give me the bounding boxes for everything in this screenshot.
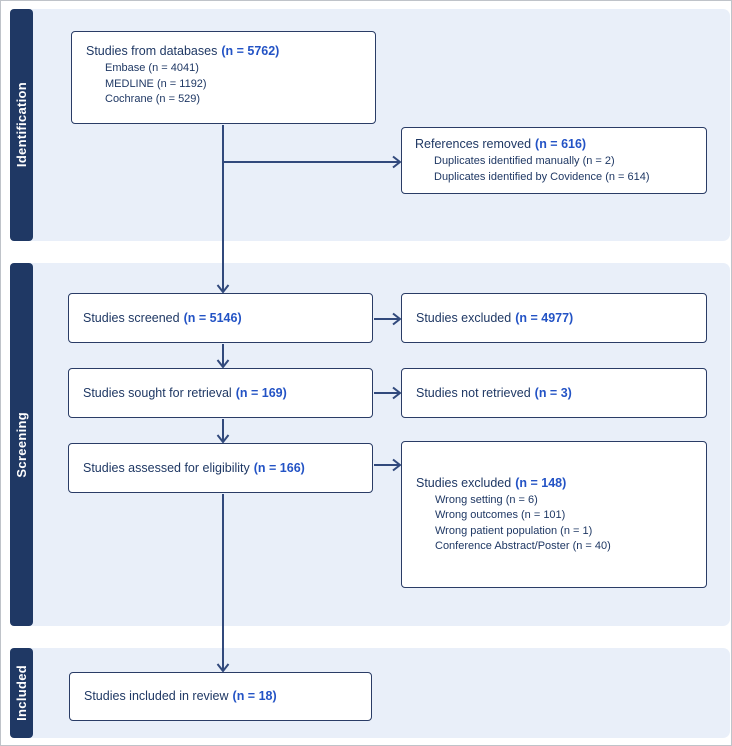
box-studies-screened xyxy=(68,293,373,343)
title-text: Studies screened xyxy=(83,310,180,325)
list-item: Duplicates identified manually (n = 2) xyxy=(434,155,615,167)
title-text: Studies not retrieved xyxy=(416,385,531,400)
box-title xyxy=(416,475,706,492)
box-studies-assessed-for-eligibility xyxy=(68,443,373,493)
stage-bar-included xyxy=(10,648,33,738)
list-item: Wrong setting (n = 6) xyxy=(435,493,538,506)
box-title xyxy=(415,136,706,153)
box-item-list xyxy=(105,61,375,108)
box-title xyxy=(84,688,277,705)
stage-bar-screening xyxy=(10,263,33,626)
box-studies-excluded-screening xyxy=(401,293,707,343)
box-references-removed xyxy=(401,127,707,194)
box-studies-from-databases xyxy=(71,31,376,124)
count-badge: (n = 169) xyxy=(235,385,287,400)
box-title xyxy=(83,460,305,477)
box-studies-not-retrieved xyxy=(401,368,707,418)
title-text: Studies assessed for eligibility xyxy=(83,460,250,475)
stage-label-included: Included xyxy=(14,665,29,721)
list-item: Wrong patient population (n = 1) xyxy=(435,524,593,537)
title-text: Studies from databases xyxy=(86,44,218,58)
box-studies-sought-for-retrieval xyxy=(68,368,373,418)
count-badge: (n = 5146) xyxy=(183,310,242,325)
title-text: Studies sought for retrieval xyxy=(83,385,232,400)
title-text: Studies excluded xyxy=(416,310,512,325)
box-studies-included-in-review xyxy=(69,672,372,721)
box-title xyxy=(83,310,242,327)
box-title xyxy=(83,385,287,402)
count-badge: (n = 3) xyxy=(534,385,572,400)
box-item-list xyxy=(435,493,706,555)
box-item-list xyxy=(434,154,706,185)
count-badge: (n = 4977) xyxy=(515,310,574,325)
list-item: Cochrane (n = 529) xyxy=(105,93,201,105)
title-text: Studies excluded xyxy=(416,475,512,490)
list-item: Embase (n = 4041) xyxy=(105,62,199,74)
box-title xyxy=(86,43,375,60)
count-badge: (n = 5762) xyxy=(221,44,280,58)
list-item: MEDLINE (n = 1192) xyxy=(105,77,207,90)
box-title xyxy=(416,310,573,327)
stage-label-identification: Identification xyxy=(14,82,29,168)
count-badge: (n = 18) xyxy=(232,689,277,703)
box-title xyxy=(416,385,572,402)
list-item: Wrong outcomes (n = 101) xyxy=(435,509,566,521)
count-badge: (n = 148) xyxy=(515,475,567,490)
title-text: References removed xyxy=(415,137,532,151)
stage-bar-identification xyxy=(10,9,33,241)
list-item: Duplicates identified by Covidence (n = 614) xyxy=(434,170,650,183)
box-studies-excluded-eligibility xyxy=(401,441,707,588)
count-badge: (n = 616) xyxy=(535,137,587,151)
title-text: Studies included in review xyxy=(84,689,229,703)
stage-label-screening: Screening xyxy=(14,411,29,478)
count-badge: (n = 166) xyxy=(253,460,305,475)
list-item: Conference Abstract/Poster (n = 40) xyxy=(435,540,611,552)
